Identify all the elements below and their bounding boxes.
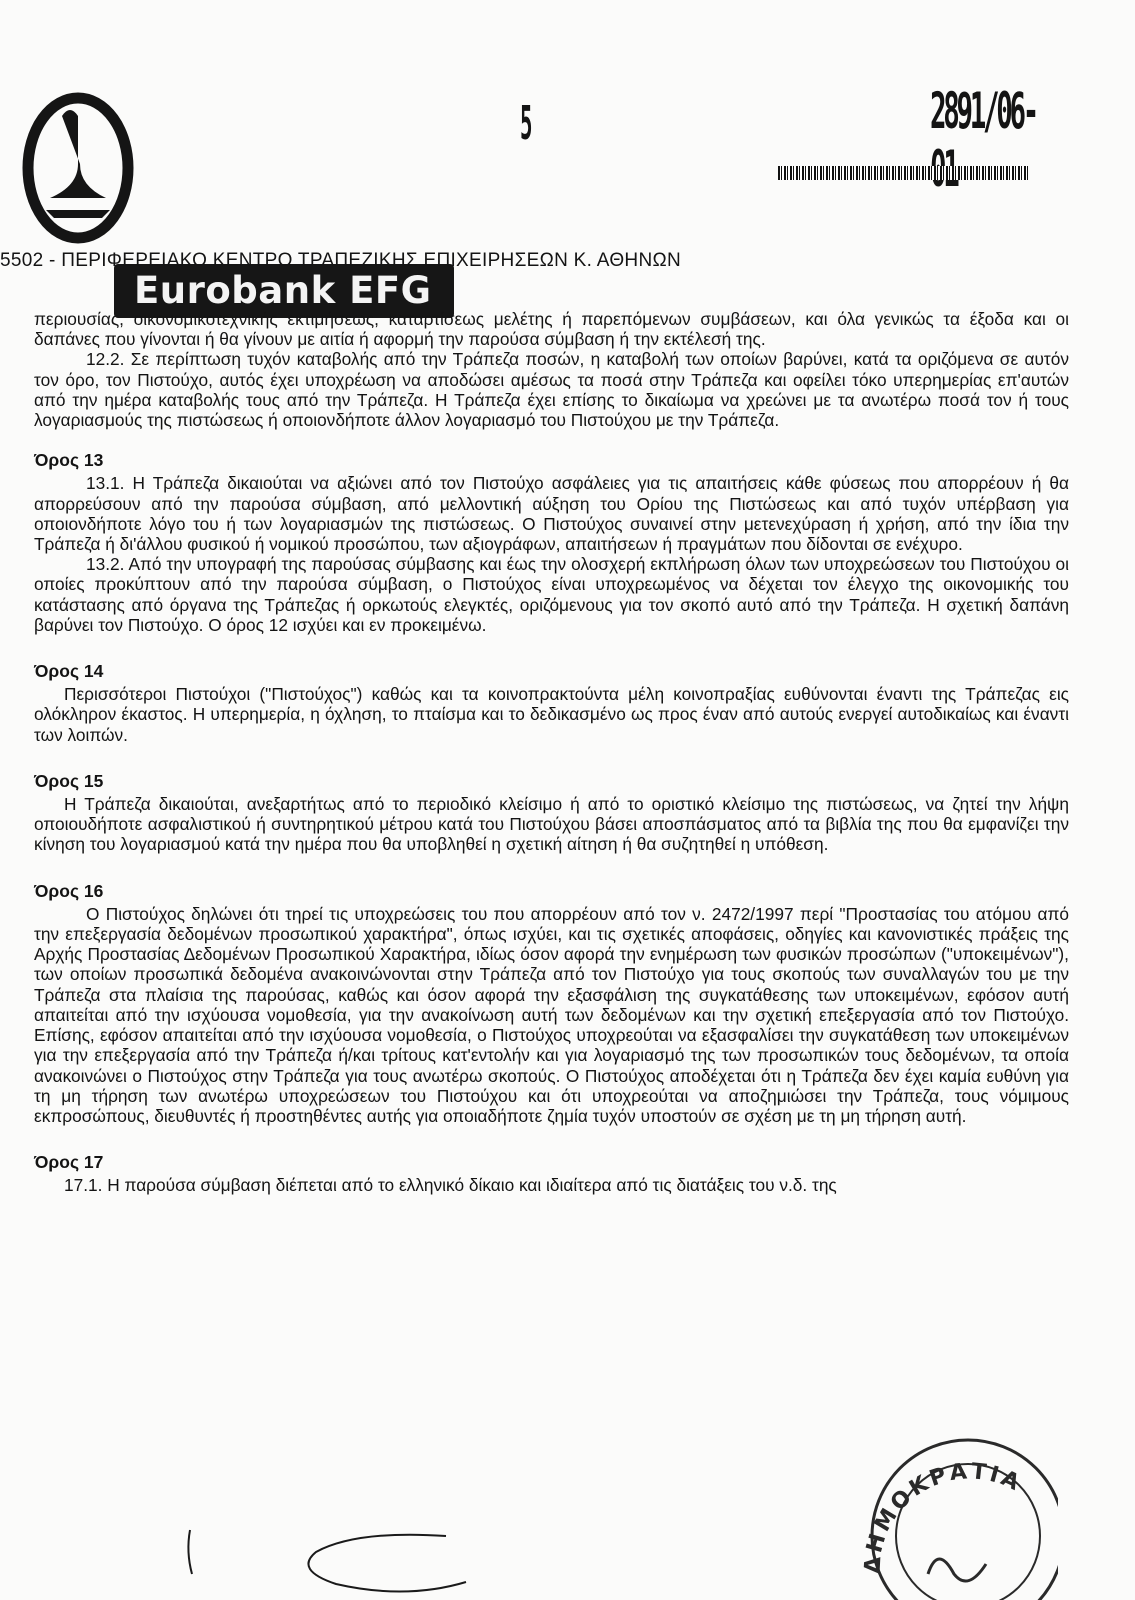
handwritten-oval-mark	[296, 1528, 496, 1596]
handwritten-stroke-mark	[180, 1528, 200, 1578]
paragraph-15: Η Τράπεζα δικαιούται, ανεξαρτήτως από το περιοδικό κλείσιμο ή από το οριστικό κλείσιμο της πιστώσεως, να ζητεί την λήψη οποιουδήποτε ασφαλιστικού ή συντηρητικού μέτρου κατά του Πιστούχου βάσει αποσπάσματος από τα βιβλία της που θα εμφανίζει την κίνηση του λογαριασμού κατά την ημέρα που θα υποβληθεί η σχετική αίτηση ή θα συζητηθεί η υπόθεση.	[34, 794, 1069, 855]
heading-term-13: Όρος 13	[34, 450, 104, 471]
svg-text:ΔΗΜΟΚΡΑΤΙΑ	[860, 1459, 1025, 1574]
paragraph-14: Περισσότεροι Πιστούχοι ("Πιστούχος") καθώς και τα κοινοπρακτούντα μέλη κοινοπραξίας ευθύνονται έναντι της Τράπεζας εις ολόκληρον έκαστος. Η υπερημερία, η όχληση, το πταίσμα και το δεδικασμένο ως προς έναν από αυτούς ενεργεί αυτοδικαίως και έναντι των λοιπών.	[34, 684, 1069, 745]
paragraph-intro: περιουσίας, οικονομικοτεχνικής εκτιμήσεως, καταρτίσεως μελέτης ή παρεπόμενων συμβάσεων, και όλα γενικώς τα έξοδα και οι δαπάνες που γίνονται ή θα γίνουν με αιτία ή αφορμή την παρούσα σύμβαση ή την εκτέλεσή της.	[34, 309, 1069, 350]
paragraph-13-1: 13.1. Η Τράπεζα δικαιούται να αξιώνει από τον Πιστούχο ασφάλειες για τις απαιτήσεις κάθε φύσεως που απορρέουν ή θα απορρεύσουν από την παρούσα σύμβαση, από μελλοντική αύξηση του Ορίου της Πιστώσεως και από τυχόν υπέρβαση για οποιονδήποτε λόγο του ή των λογαριασμών της πιστώσεως. Ο Πιστούχος συναινεί στην μετενεχύραση ή χρήση, από την ίδια την Τράπεζα ή δι'άλλου φυσικού ή νομικού προσώπου, των αξιογράφων, απαιτήσεων ή πραγμάτων που δίδονται σε ενέχυρο.	[34, 473, 1069, 555]
heading-term-17: Όρος 17	[34, 1152, 104, 1173]
official-stamp	[858, 1424, 1058, 1600]
stamp-text: ΔΗΜΟΚΡΑΤΙΑ	[860, 1459, 1026, 1575]
paragraph-12-2: 12.2. Σε περίπτωση τυχόν καταβολής από την Τράπεζα ποσών, η καταβολή των οποίων βαρύνει, κατά τα οριζόμενα σε αυτόν τον όρο, τον Πιστούχο, αυτός έχει υποχρέωση να αποδώσει αμέσως τα ποσά στην Τράπεζα και οφείλει τόκο υπερημερίας επ'αυτών από την ημέρα καταβολής τους από την Τράπεζα. Η Τράπεζα έχει επίσης το δικαίωμα να χρεώνει με τα ανωτέρω ποσά τον ή τους λογαριασμούς της πιστώσεως ή οποιονδήποτε άλλον λογαριασμό του Πιστούχου με την Τράπεζα.	[34, 349, 1069, 431]
contract-body	[34, 309, 1069, 1196]
heading-term-14: Όρος 14	[34, 661, 104, 682]
paragraph-17-1: 17.1. Η παρούσα σύμβαση διέπεται από το ελληνικό δίκαιο και ιδιαίτερα από τις διατάξεις του ν.δ. της	[64, 1175, 837, 1196]
heading-term-16: Όρος 16	[34, 880, 104, 901]
heading-term-15: Όρος 15	[34, 770, 104, 791]
document-code: 2891/06-	[930, 82, 1037, 140]
page-number: 5	[520, 96, 533, 150]
brand-name: Eurobank EFG	[114, 264, 454, 318]
logo-emblem-icon	[22, 86, 152, 246]
branch-header: 5502 - ΠΕΡΙΦΕΡΕΙΑΚΟ ΚΕΝΤΡΟ ΤΡΑΠΕΖΙΚΗΣ ΕΠΙΧΕΙΡΗΣΕΩΝ Κ. ΑΘΗΝΩΝ	[0, 250, 681, 271]
barcode	[778, 166, 1028, 180]
paragraph-16: Ο Πιστούχος δηλώνει ότι τηρεί τις υποχρεώσεις του που απορρέουν από τον ν. 2472/1997 περί "Προστασίας του ατόμου από την επεξεργασία δεδομένων προσωπικού χαρακτήρα", όπως ισχύει, και τις σχετικές αποφάσεις, οδηγίες και κανονιστικές πράξεις της Αρχής Προστασίας Δεδομένων Προσωπικού Χαρακτήρα, ιδίως όσον αφορά την ενημέρωση των φυσικών προσώπων ("υποκειμένων"), των οποίων προσωπικά δεδομένα ανακοινώνονται στην Τράπεζα από τον Πιστούχο για τους σκοπούς των συναλλαγών του με την Τράπεζα στα πλαίσια της παρούσας, καθώς και όσον αφορά την εξασφάλιση της συγκατάθεσης των υποκειμένων, εφόσον αυτή απαιτείται από την ισχύουσα νομοθεσία, για την ανακοίνωση αυτή των δεδομένων και την σχετική επεξεργασία από τον Πιστούχο. Επίσης, εφόσον απαιτείται από την ισχύουσα νομοθεσία, ο Πιστούχος υποχρεούται να εξασφαλίσει την συγκατάθεση των υποκειμένων για την επεξεργασία από την Τράπεζα ή/και τρίτους κατ'εντολήν και για λογαριασμό της των προσωπικών τους δεδομένων, τα οποία ανακοινώνει ο Πιστούχος στην Τράπεζα για τους ανωτέρω σκοπούς. Ο Πιστούχος αποδέχεται ότι η Τράπεζα δεν έχει καμία ευθύνη για τη μη τήρηση των ανωτέρω υποχρεώσεων του Πιστούχου και ότι υποχρεούται να αποζημιώσει την Τράπεζα, τους νόμιμους εκπροσώπους, διευθυντές ή προστηθέντες αυτής για οποιαδήποτε ζημία τυχόν υποστούν σε σχέση με τη μη τήρηση αυτή.	[34, 903, 1069, 1126]
paragraph-13-2: 13.2. Από την υπογραφή της παρούσας σύμβασης και έως την ολοσχερή εκπλήρωση όλων των υποχρεώσεων του Πιστούχου οι οποίες προκύπτουν από την παρούσα σύμβαση, ο Πιστούχος είναι υποχρεωμένος να δέχεται τον έλεγχο της οικονομικής του κατάστασης από όργανα της Τράπεζας ή ορκωτούς ελεγκτές, οριζόμενους για τον σκοπό αυτό από την Τράπεζα. Η σχετική δαπάνη βαρύνει τον Πιστούχο. Ο όρος 12 ισχύει και εν προκειμένω.	[34, 554, 1069, 635]
